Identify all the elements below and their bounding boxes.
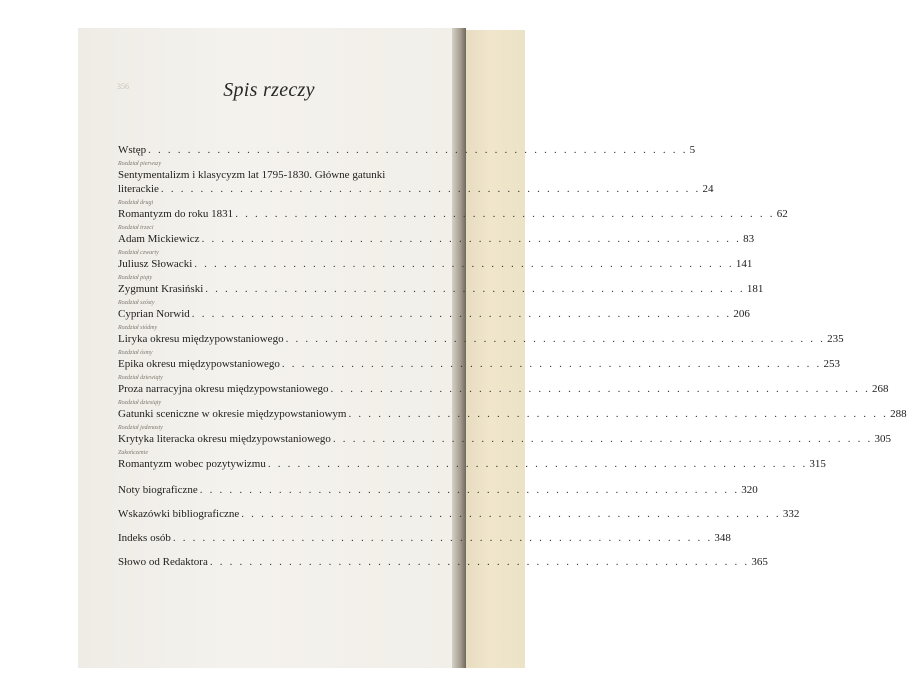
toc-line: [118, 483, 758, 497]
toc-label: Krytyka literacka okresu międzypowstaniowego: [118, 433, 331, 445]
chapter-kicker: Rozdział jedenasty: [118, 425, 163, 431]
toc-entry-biographical-notes: [118, 483, 758, 497]
toc-line: [118, 407, 907, 421]
toc-page-number: 305: [874, 433, 891, 445]
toc-label: Gatunki sceniczne w okresie międzypowstaniowym: [118, 408, 347, 420]
leader-dots: . . . . . . . . . . . . . . . . . . . . . . . . . . . . . . . . . . . . . . . . . . . . . . . . . . . . . . .: [330, 383, 871, 395]
leader-dots: . . . . . . . . . . . . . . . . . . . . . . . . . . . . . . . . . . . . . . . . . . . . . . . . . . . . . . .: [172, 532, 713, 544]
ghost-page-number: 356: [117, 82, 129, 91]
toc-label: Zygmunt Krasiński: [118, 283, 204, 295]
toc-line: [118, 207, 788, 221]
toc-label: Adam Mickiewicz: [118, 233, 200, 245]
toc-line: [118, 507, 800, 521]
chapter-kicker: Rozdział dziewiąty: [118, 375, 163, 381]
leader-dots: . . . . . . . . . . . . . . . . . . . . . . . . . . . . . . . . . . . . . . . . . . . . . . . . . . . . . . .: [241, 508, 781, 520]
toc-entry-chapter-6: [118, 300, 750, 321]
chapter-kicker: Rozdział siódmy: [118, 325, 158, 331]
toc-label: Wstęp: [118, 144, 147, 156]
toc-entry-chapter-10: [118, 400, 907, 421]
toc-line: [118, 257, 753, 271]
toc-page-number: 235: [827, 333, 844, 345]
leader-dots: . . . . . . . . . . . . . . . . . . . . . . . . . . . . . . . . . . . . . . . . . . . . . . . . . . . . . . .: [194, 258, 734, 270]
toc-entry-chapter-4: [118, 250, 753, 271]
toc-line: [118, 382, 889, 396]
chapter-kicker: Rozdział dziesiąty: [118, 400, 162, 406]
leader-dots: . . . . . . . . . . . . . . . . . . . . . . . . . . . . . . . . . . . . . . . . . . . . . . . . . . . . . . .: [235, 208, 775, 220]
chapter-kicker: Rozdział czwarty: [118, 250, 159, 256]
toc-label: Proza narracyjna okresu międzypowstaniowego: [118, 383, 329, 395]
toc-entry-chapter-2: [118, 200, 788, 221]
toc-line: [118, 332, 844, 346]
toc-entry-chapter-8: [118, 350, 840, 371]
table-of-contents: [118, 140, 907, 569]
toc-entry-chapter-9: [118, 375, 889, 396]
toc-page-number: 315: [809, 458, 826, 470]
toc-entry-chapter-3: [118, 225, 755, 246]
leader-dots: . . . . . . . . . . . . . . . . . . . . . . . . . . . . . . . . . . . . . . . . . . . . . . . . . . . . . . .: [332, 433, 873, 445]
toc-entry-chapter-1: [118, 161, 714, 196]
toc-page-number: 365: [751, 556, 768, 568]
toc-page-number: 181: [746, 283, 764, 295]
toc-page-number: 141: [735, 258, 753, 270]
toc-label: Cyprian Norwid: [118, 308, 190, 320]
leader-dots: . . . . . . . . . . . . . . . . . . . . . . . . . . . . . . . . . . . . . . . . . . . . . . . . . . . . . . .: [199, 484, 740, 496]
leader-dots: . . . . . . . . . . . . . . . . . . . . . . . . . . . . . . . . . . . . . . . . . . . . . . . . . . . . . . .: [281, 358, 822, 370]
toc-page-number: 268: [872, 383, 889, 395]
toc-line: [118, 307, 750, 321]
toc-label: literackie: [118, 183, 159, 195]
toc-line: [118, 531, 731, 545]
toc-entry-chapter-7: [118, 325, 844, 346]
toc-label: Wskazówki bibliograficzne: [118, 508, 240, 520]
toc-label: Indeks osób: [118, 532, 171, 544]
page-title: Spis rzeczy: [223, 79, 315, 101]
toc-page-number: 5: [689, 144, 696, 156]
chapter-kicker: Rozdział trzeci: [118, 225, 154, 231]
toc-entry-chapter-5: [118, 275, 764, 296]
page-gutter-shadow: [452, 28, 466, 668]
toc-line: [118, 232, 755, 246]
toc-entry-conclusion: [118, 450, 826, 471]
toc-entry-bibliography: [118, 507, 800, 521]
toc-page-number: 332: [782, 508, 800, 520]
toc-page-number: 83: [743, 233, 755, 245]
toc-line: [118, 143, 696, 157]
toc-entry-introduction: [118, 143, 696, 157]
toc-page-number: 288: [890, 408, 907, 420]
leader-dots: . . . . . . . . . . . . . . . . . . . . . . . . . . . . . . . . . . . . . . . . . . . . . . . . . . . . . . .: [148, 144, 688, 156]
toc-page-number: 320: [741, 484, 758, 496]
chapter-kicker: Rozdział ósmy: [118, 350, 153, 356]
leader-dots: . . . . . . . . . . . . . . . . . . . . . . . . . . . . . . . . . . . . . . . . . . . . . . . . . . . . . . .: [267, 458, 808, 470]
toc-line: [118, 555, 768, 569]
toc-entry-chapter-11: [118, 425, 891, 446]
toc-label-line1: Sentymentalizm i klasycyzm lat 1795-1830. Główne gatunki: [118, 169, 386, 181]
toc-line: [118, 457, 826, 471]
toc-page-number: 62: [776, 208, 788, 220]
toc-label: Słowo od Redaktora: [118, 556, 208, 568]
leader-dots: . . . . . . . . . . . . . . . . . . . . . . . . . . . . . . . . . . . . . . . . . . . . . . . . . . . . . . .: [191, 308, 732, 320]
toc-line: [118, 182, 714, 196]
chapter-kicker: Rozdział drugi: [118, 200, 154, 206]
leader-dots: . . . . . . . . . . . . . . . . . . . . . . . . . . . . . . . . . . . . . . . . . . . . . . . . . . . . . . .: [201, 233, 742, 245]
leader-dots: . . . . . . . . . . . . . . . . . . . . . . . . . . . . . . . . . . . . . . . . . . . . . . . . . . . . . . .: [160, 183, 701, 195]
leader-dots: . . . . . . . . . . . . . . . . . . . . . . . . . . . . . . . . . . . . . . . . . . . . . . . . . . . . . . .: [209, 556, 750, 568]
toc-label: Romantyzm do roku 1831: [118, 208, 234, 220]
toc-entry-index: [118, 531, 731, 545]
toc-label: Romantyzm wobec pozytywizmu: [118, 458, 266, 470]
toc-line: [118, 357, 840, 371]
toc-label: Juliusz Słowacki: [118, 258, 193, 270]
chapter-kicker: Rozdział szósty: [118, 300, 155, 306]
toc-label: Noty biograficzne: [118, 484, 198, 496]
toc-page-number: 253: [823, 358, 840, 370]
toc-line: [118, 432, 891, 446]
leader-dots: . . . . . . . . . . . . . . . . . . . . . . . . . . . . . . . . . . . . . . . . . . . . . . . . . . . . . . .: [205, 283, 745, 295]
chapter-kicker: Zakończenie: [118, 450, 148, 456]
toc-line: [118, 282, 764, 296]
toc-page-number: 24: [702, 183, 714, 195]
chapter-kicker: Rozdział piąty: [118, 275, 153, 281]
toc-label: Epika okresu międzypowstaniowego: [118, 358, 280, 370]
toc-entry-editor-note: [118, 555, 768, 569]
chapter-kicker: Rozdział pierwszy: [118, 161, 162, 167]
leader-dots: . . . . . . . . . . . . . . . . . . . . . . . . . . . . . . . . . . . . . . . . . . . . . . . . . . . . . . .: [348, 408, 889, 420]
facing-page: [466, 30, 525, 668]
toc-page-number: 348: [714, 532, 731, 544]
leader-dots: . . . . . . . . . . . . . . . . . . . . . . . . . . . . . . . . . . . . . . . . . . . . . . . . . . . . . . .: [285, 333, 826, 345]
toc-label: Liryka okresu międzypowstaniowego: [118, 333, 284, 345]
toc-page-number: 206: [733, 308, 750, 320]
